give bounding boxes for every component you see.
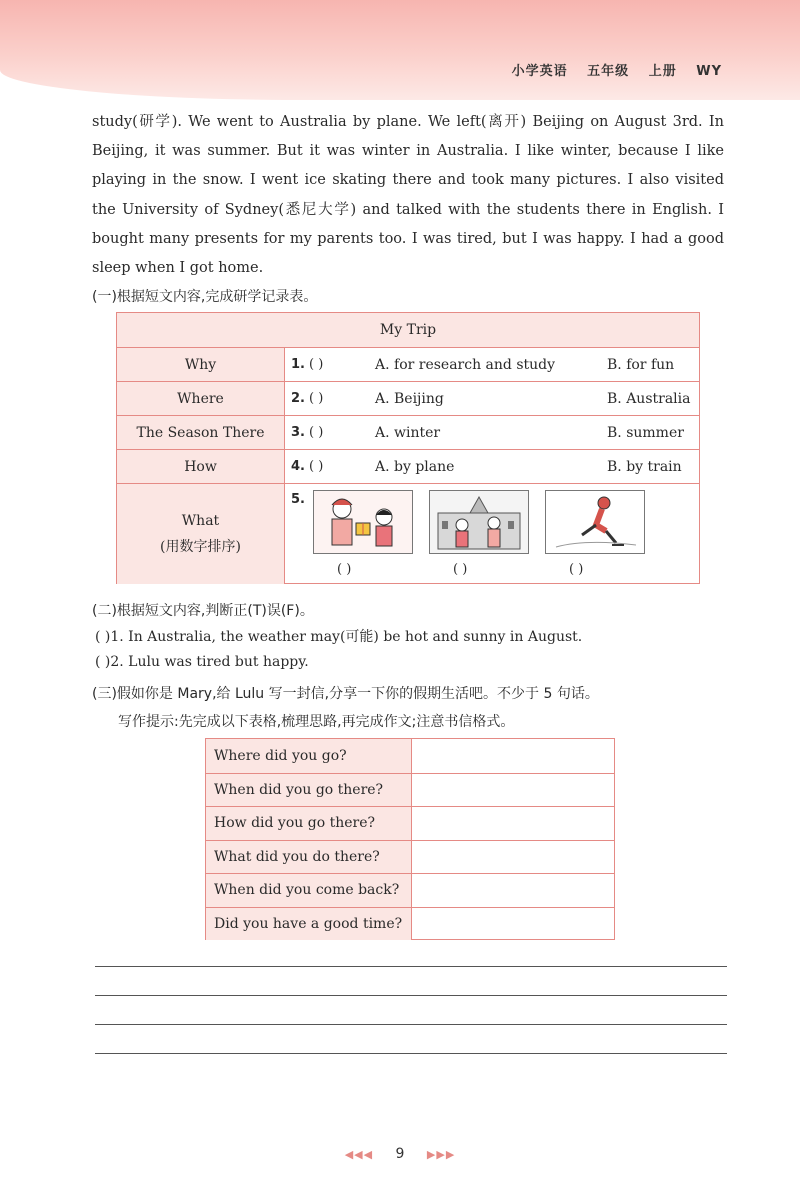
grade-label: 五年级: [587, 64, 630, 79]
answer-blank[interactable]: ( ): [309, 391, 324, 406]
what-label-cell: [117, 484, 285, 584]
plan-row: [206, 773, 614, 807]
option-b: B. Australia: [607, 391, 691, 407]
skating-illustration: [546, 491, 644, 553]
judge-blank[interactable]: ( ): [95, 629, 111, 645]
edition-label: WY: [696, 64, 722, 79]
answer-blank[interactable]: ( ): [309, 357, 324, 372]
volume-label: 上册: [648, 64, 677, 79]
question-number: 4.: [291, 459, 305, 474]
writing-line[interactable]: [95, 995, 727, 996]
trip-row-how: [117, 449, 699, 484]
trip-table-title: My Trip: [117, 313, 699, 347]
writing-line[interactable]: [95, 1053, 727, 1054]
university-illustration: [430, 491, 528, 553]
writing-tip: 写作提示:先完成以下表格,梳理思路,再完成作文;注意书信格式。: [118, 714, 515, 730]
plan-question: How did you go there?: [206, 807, 412, 840]
left-arrows-icon: ◀◀◀: [344, 1148, 374, 1161]
header-band: [0, 0, 800, 100]
section1-instruction: (一)根据短文内容,完成研学记录表。: [92, 289, 318, 305]
plan-question: When did you come back?: [206, 874, 412, 907]
plan-question: Where did you go?: [206, 739, 412, 773]
question-number: 2.: [291, 391, 305, 406]
what-label: What: [181, 513, 220, 529]
option-b: B. for fun: [607, 357, 675, 373]
option-b: B. summer: [607, 425, 684, 441]
plan-row: [206, 840, 614, 874]
option-b: B. by train: [607, 459, 682, 475]
question-number: 3.: [291, 425, 305, 440]
writing-line[interactable]: [95, 1024, 727, 1025]
plan-question: When did you go there?: [206, 774, 412, 807]
passage-text: study(研学). We went to Australia by plane. We left(离开) Beijing on August 3rd. In Beijing, it was summer. But it was winter in Australia. I like winter, because I like playing in the snow. I went ice skating there and took many pictures. I also visited the University of Sydney(悉尼大学) and talked with the students there in English. I bought many presents for my parents too. I was tired, but I was happy. I had a good sleep when I got home.: [92, 114, 724, 277]
option-a: A. winter: [375, 425, 441, 441]
section2-instruction: (二)根据短文内容,判断正(T)误(F)。: [92, 603, 314, 619]
judge-text: 1. In Australia, the weather may(可能) be hot and sunny in August.: [110, 629, 583, 645]
plan-question: Did you have a good time?: [206, 908, 412, 941]
reading-passage: [92, 108, 724, 283]
answer-blank[interactable]: ( ): [309, 459, 324, 474]
trip-record-table: [116, 312, 700, 584]
row-label: How: [117, 450, 285, 484]
subject-label: 小学英语: [511, 64, 568, 79]
judge-item-2: [95, 654, 309, 670]
judge-blank[interactable]: ( ): [95, 654, 111, 670]
book-info: [498, 60, 722, 79]
right-arrows-icon: ▶▶▶: [426, 1148, 456, 1161]
judge-item-1: [95, 626, 582, 646]
gift-illustration: [314, 491, 412, 553]
row-label: Where: [117, 382, 285, 416]
question-number: 1.: [291, 357, 305, 372]
row-label: The Season There: [117, 416, 285, 450]
judge-text: 2. Lulu was tired but happy.: [110, 654, 309, 670]
plan-row: [206, 873, 614, 907]
option-a: A. by plane: [375, 459, 455, 475]
row-label: Why: [117, 348, 285, 382]
answer-blank[interactable]: ( ): [309, 425, 324, 440]
picture-skating: [545, 490, 645, 554]
plan-row: [206, 739, 614, 773]
question-number: 5.: [291, 492, 305, 507]
trip-row-season: [117, 415, 699, 450]
picture3-order-blank[interactable]: ( ): [569, 562, 584, 577]
option-a: A. for research and study: [375, 357, 556, 373]
page-footer: [0, 1146, 800, 1162]
plan-row: [206, 907, 614, 941]
trip-row-where: [117, 381, 699, 416]
picture2-order-blank[interactable]: ( ): [453, 562, 468, 577]
trip-row-what: [117, 483, 699, 584]
picture-university: [429, 490, 529, 554]
picture-gift: [313, 490, 413, 554]
page-number: 9: [395, 1146, 405, 1162]
option-a: A. Beijing: [375, 391, 444, 407]
trip-row-why: [117, 347, 699, 382]
section3-instruction: (三)假如你是 Mary,给 Lulu 写一封信,分享一下你的假期生活吧。不少于 5 句话。: [92, 686, 599, 702]
plan-question: What did you do there?: [206, 841, 412, 874]
picture1-order-blank[interactable]: ( ): [337, 562, 352, 577]
what-hint: (用数字排序): [160, 539, 241, 555]
plan-row: [206, 806, 614, 840]
writing-line[interactable]: [95, 966, 727, 967]
writing-plan-table: [205, 738, 615, 940]
